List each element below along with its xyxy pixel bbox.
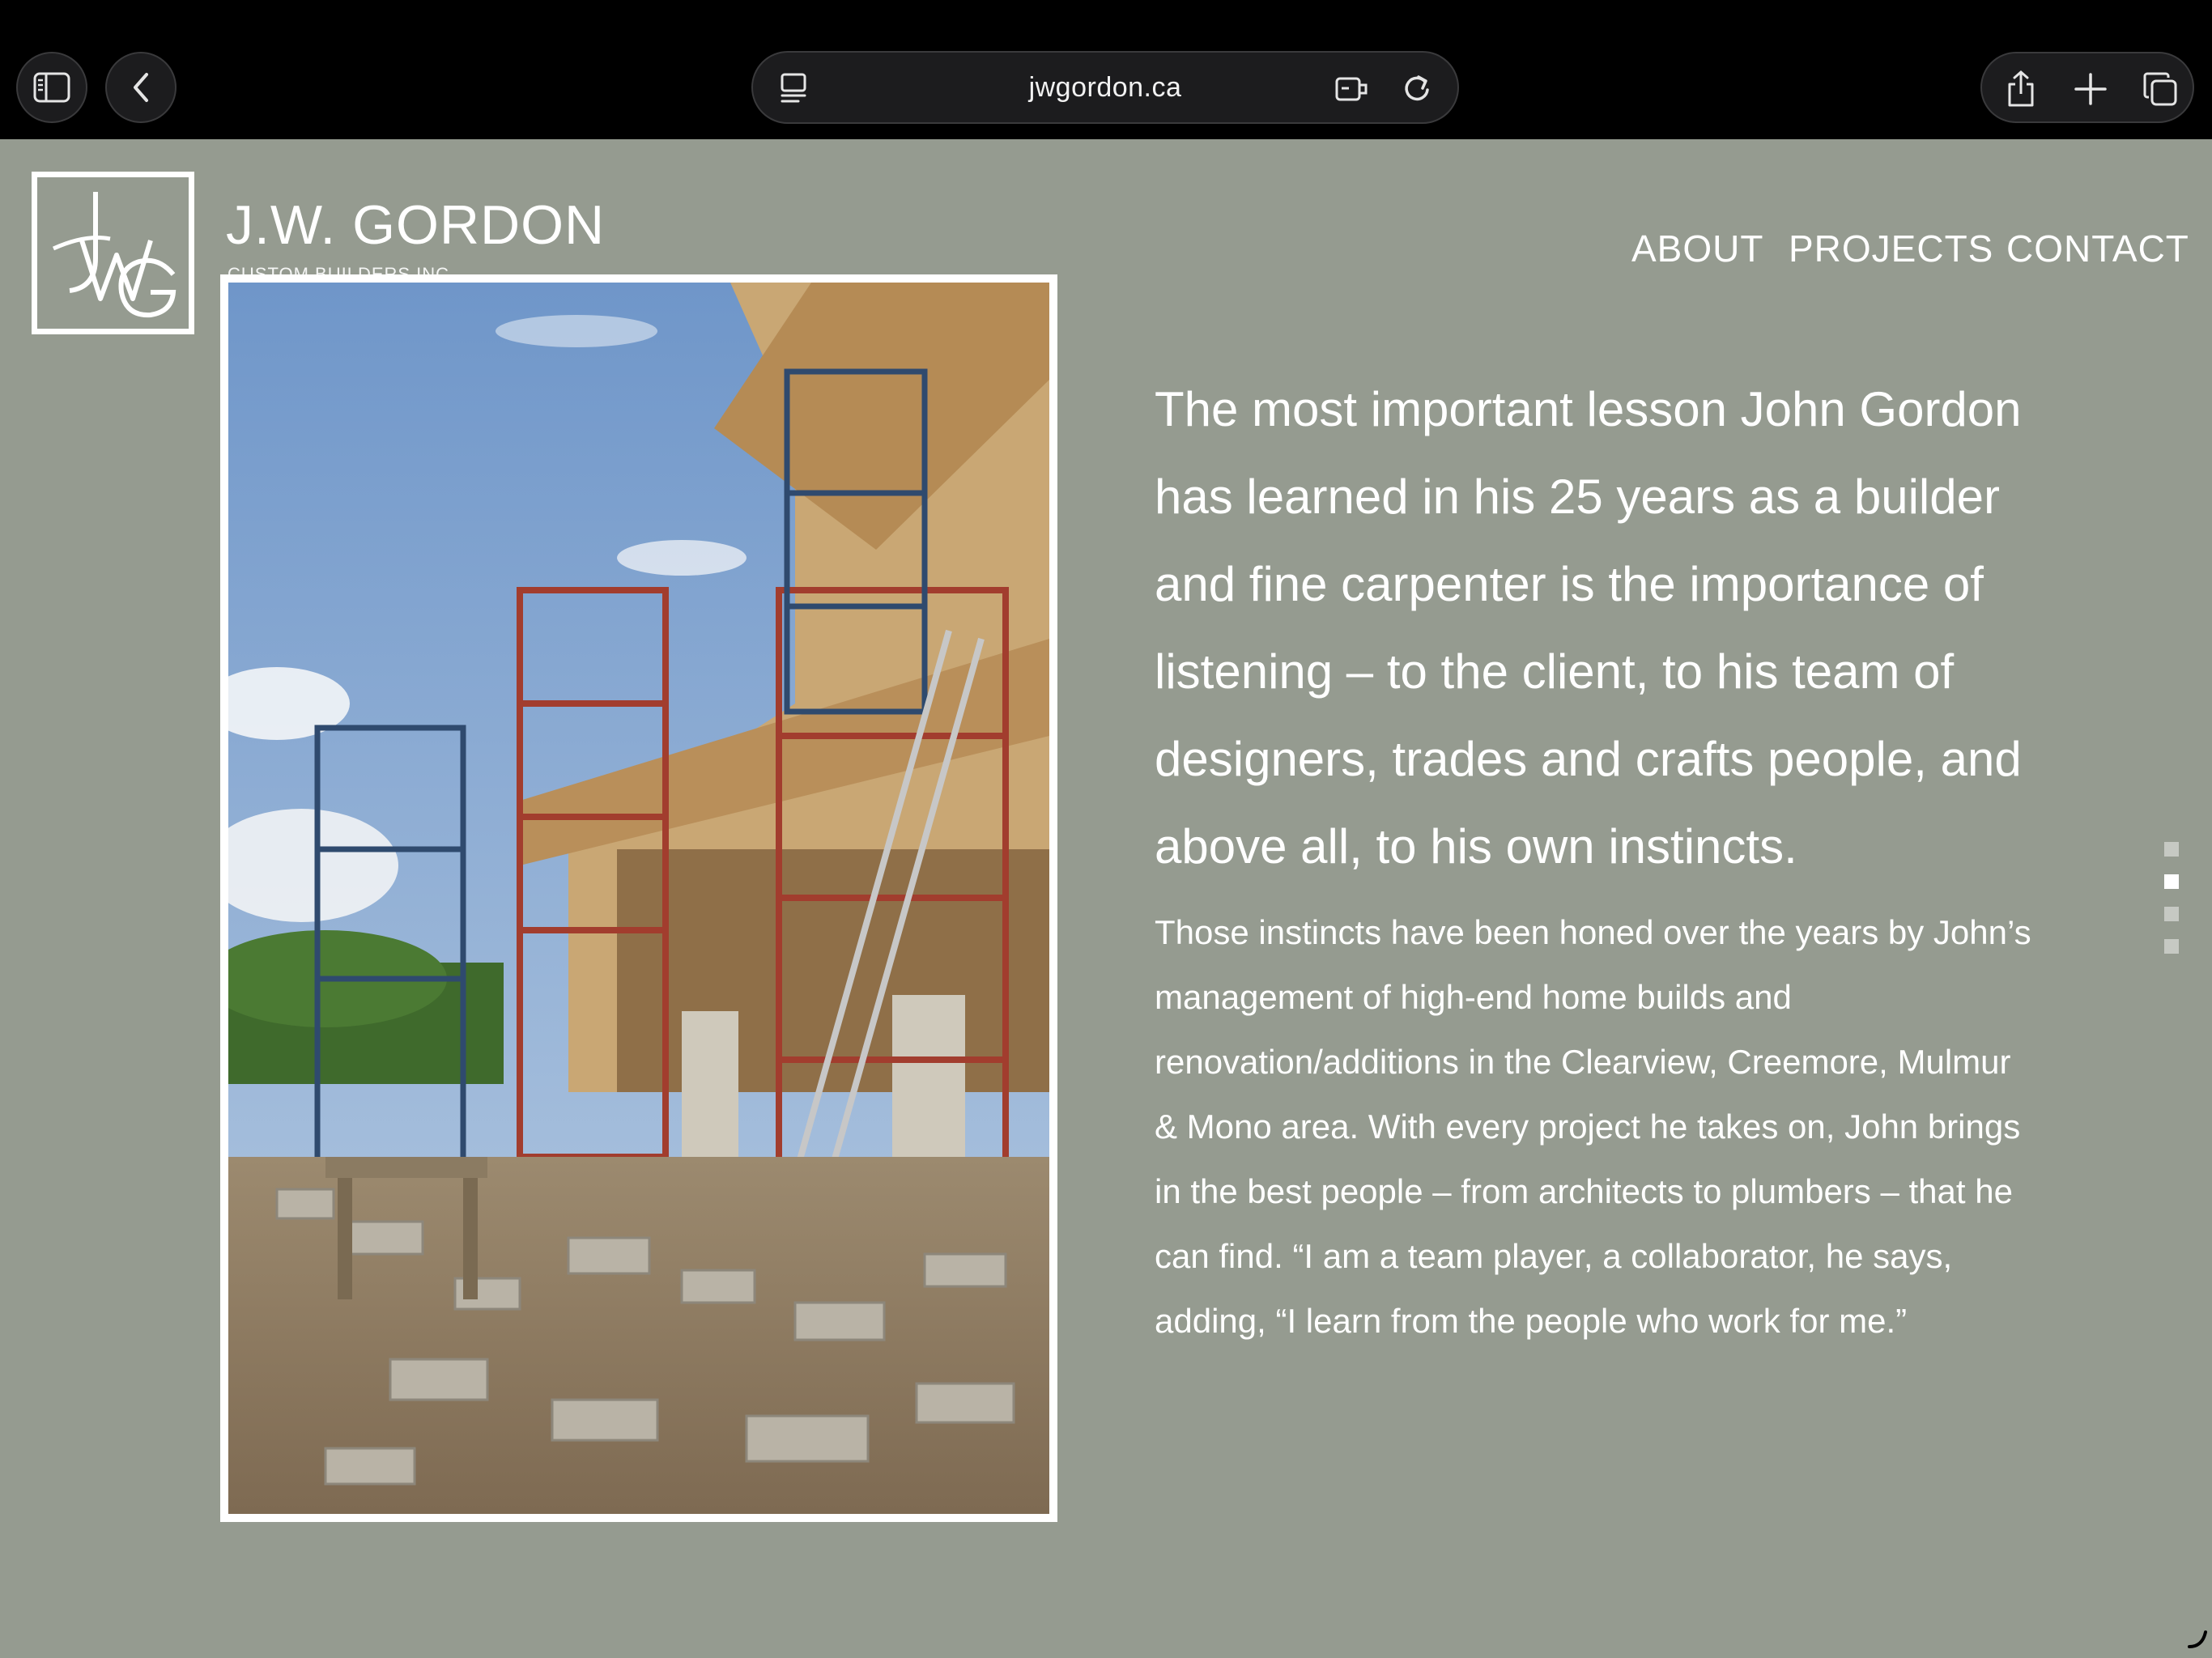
section-dot-1[interactable] — [2164, 842, 2179, 857]
section-dot-3[interactable] — [2164, 907, 2179, 921]
tabs-overview-icon[interactable] — [2142, 71, 2178, 111]
extension-icon[interactable] — [1334, 72, 1370, 108]
url-text[interactable]: jwgordon.ca — [1028, 71, 1182, 103]
resize-corner-icon[interactable] — [2186, 1627, 2209, 1650]
browser-toolbar — [0, 0, 2212, 139]
site-logo[interactable] — [32, 172, 194, 334]
sidebar-button[interactable] — [16, 52, 87, 123]
address-bar[interactable] — [751, 51, 1459, 124]
section-dot-2-active[interactable] — [2164, 874, 2179, 889]
brand-name[interactable]: J.W. GORDON — [226, 194, 606, 256]
toolbar-right-group — [1980, 52, 2194, 123]
back-button[interactable] — [105, 52, 177, 123]
back-chevron-icon — [129, 71, 153, 104]
new-tab-plus-icon[interactable] — [2074, 73, 2107, 109]
lead-paragraph: The most important lesson John Gordon has learned in his 25 years as a builder and fine carpenter is the importance of listening – to the client, to his team of designers, trades and crafts people, and above all, to his own instincts. — [1155, 382, 2022, 874]
nav-about[interactable]: ABOUT — [1631, 227, 1764, 270]
nav-projects[interactable]: PROJECTS — [1789, 227, 1994, 270]
nav-contact[interactable]: CONTACT — [2006, 227, 2189, 270]
section-dot-4[interactable] — [2164, 939, 2179, 954]
share-icon[interactable] — [2005, 70, 2037, 113]
jwg-monogram-icon — [37, 177, 189, 329]
page-menu-icon[interactable] — [777, 72, 810, 108]
construction-photo — [220, 274, 1057, 1522]
body-paragraph: Those instincts have been honed over the years by John’s management of high-end home builds and renovation/additions in the Clearview, Creemore, Mulmur & Mono area. With every project he takes on, John brings in the best people – from architects to plumbers – that he can find. “I am a team player, a collaborator, he says, adding, “I learn from the people who work for me.” — [1155, 913, 2031, 1340]
sidebar-icon — [32, 71, 71, 104]
reload-icon[interactable] — [1401, 72, 1433, 108]
